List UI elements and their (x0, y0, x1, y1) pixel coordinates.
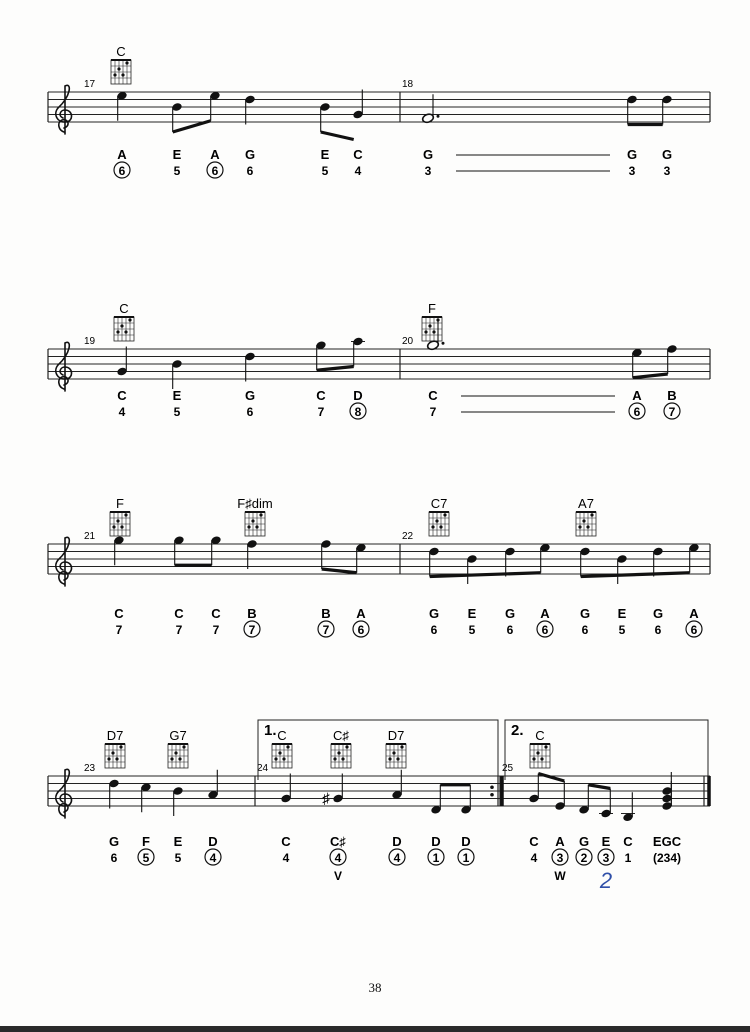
string-number: 6 (581, 623, 589, 637)
sharp-accidental-icon: ♯ (322, 790, 330, 808)
note-name: D (208, 834, 218, 849)
note-name: B (321, 606, 331, 621)
note-name: A (555, 834, 565, 849)
string-number: 3 (602, 851, 610, 865)
chord-diagram-label: C (277, 728, 287, 743)
treble-clef-icon (56, 342, 72, 391)
note-name: E (172, 388, 182, 403)
string-number: 6 (118, 164, 126, 178)
string-number: 6 (506, 623, 514, 637)
string-number: 7 (248, 623, 256, 637)
beam (317, 367, 354, 371)
chord-diagram-dot (586, 525, 589, 528)
chord-diagram (110, 512, 130, 536)
chord-diagram (422, 317, 442, 341)
beam (633, 374, 668, 378)
page-number: 38 (368, 980, 382, 995)
measure-number: 25 (502, 763, 514, 774)
chord-diagram-label: F (428, 301, 436, 316)
chord-diagram-dot (274, 757, 277, 760)
note-name: G (652, 606, 664, 621)
note-name: E (172, 147, 182, 162)
measure-number: 23 (84, 763, 96, 774)
chord-diagram-dot (345, 745, 348, 748)
note-name: B (247, 606, 257, 621)
string-number: 7 (115, 623, 123, 637)
chord-diagram-dot (116, 330, 119, 333)
chord-diagram-dot (278, 751, 281, 754)
note-name: C (114, 606, 124, 621)
note-name: A (117, 147, 127, 162)
string-number: 6 (690, 623, 698, 637)
chord-diagram (114, 317, 134, 341)
chord-diagram-dot (436, 318, 439, 321)
scan-edge (0, 1026, 750, 1032)
beam (588, 785, 610, 789)
note-name: D (392, 834, 402, 849)
measure-number: 19 (84, 336, 96, 347)
treble-clef-icon (56, 85, 72, 134)
chord-diagram-dot (443, 513, 446, 516)
chord-diagram-dot (121, 73, 124, 76)
string-number: 2 (580, 851, 588, 865)
note-name: B (667, 388, 677, 403)
note-name: D (353, 388, 363, 403)
treble-clef-icon (56, 769, 72, 818)
string-number: 6 (633, 405, 641, 419)
chord-diagram-label: F♯dim (237, 496, 273, 511)
repeat-dot (490, 785, 494, 789)
measure-number: 17 (84, 79, 96, 90)
chord-diagram-dot (259, 513, 262, 516)
chord-diagram-dot (578, 525, 581, 528)
chord-diagram-label: D7 (387, 728, 405, 743)
string-number: 3 (663, 164, 671, 178)
chord-diagram (429, 512, 449, 536)
string-number: 4 (209, 851, 217, 865)
string-number: 6 (541, 623, 549, 637)
string-number: 7 (212, 623, 220, 637)
string-number: 1 (462, 851, 470, 865)
beam (581, 573, 690, 577)
chord-diagram-dot (124, 330, 127, 333)
chord-diagram-dot (113, 73, 116, 76)
string-number: 6 (357, 623, 365, 637)
string-number: 5 (174, 851, 182, 865)
string-number: 7 (322, 623, 330, 637)
chord-diagram (530, 744, 550, 768)
note-name: G (578, 834, 590, 849)
string-number: 6 (211, 164, 219, 178)
chord-diagram-label: C (116, 44, 126, 59)
string-number: 7 (668, 405, 676, 419)
chord-diagram-dot (536, 751, 539, 754)
note-name: E (320, 147, 330, 162)
beam (430, 573, 541, 577)
chord-diagram-dot (286, 745, 289, 748)
note-name: A (632, 388, 642, 403)
repeat-dot (490, 793, 494, 797)
beam (321, 132, 354, 140)
chord-diagram-dot (251, 519, 254, 522)
chord-diagram-dot (174, 751, 177, 754)
string-number: 5 (173, 405, 181, 419)
string-number: 5 (142, 851, 150, 865)
chord-diagram (272, 744, 292, 768)
note-name: E (601, 834, 611, 849)
string-number: 6 (430, 623, 438, 637)
chord-diagram-dot (107, 757, 110, 760)
chord-diagram-dot (170, 757, 173, 760)
chord-diagram-dot (392, 751, 395, 754)
note-name: C (281, 834, 291, 849)
string-number: 4 (282, 851, 290, 865)
chord-diagram-dot (333, 757, 336, 760)
chord-diagram-dot (532, 757, 535, 760)
measure-number: 18 (402, 79, 414, 90)
chord-diagram-dot (116, 519, 119, 522)
note-name: D (431, 834, 441, 849)
string-number: 7 (317, 405, 325, 419)
handwritten-annotation: 2 (599, 868, 613, 893)
chord-diagram-dot (582, 519, 585, 522)
chord-diagram-dot (540, 757, 543, 760)
string-number: 8 (354, 405, 362, 419)
chord-diagram-dot (182, 745, 185, 748)
chord-diagram-dot (439, 525, 442, 528)
chord-diagram-dot (124, 513, 127, 516)
string-number: 5 (173, 164, 181, 178)
note-name: D (461, 834, 471, 849)
chord-diagram-dot (428, 324, 431, 327)
note-name: EGC (652, 834, 682, 849)
chord-diagram (111, 60, 131, 84)
note-name: G (244, 147, 256, 162)
note-name: E (617, 606, 627, 621)
note-name: C (117, 388, 127, 403)
chord-diagram-label: A7 (578, 496, 594, 511)
chord-diagram-dot (282, 757, 285, 760)
measure-number: 21 (84, 531, 96, 542)
string-number: 6 (110, 851, 118, 865)
chord-diagram (331, 744, 351, 768)
chord-diagram-label: F (116, 496, 124, 511)
note-name: A (540, 606, 550, 621)
note-name: C (353, 147, 363, 162)
beam (322, 569, 357, 573)
chord-diagram-dot (117, 67, 120, 70)
chord-diagram-dot (341, 757, 344, 760)
note-name: G (422, 147, 434, 162)
chord-diagram (245, 512, 265, 536)
chord-diagram-label: G7 (169, 728, 187, 743)
note-name: G (428, 606, 440, 621)
note-name: C (316, 388, 326, 403)
chord-diagram (386, 744, 406, 768)
note-name: G (244, 388, 256, 403)
chord-diagram-dot (115, 757, 118, 760)
note-name: G (108, 834, 120, 849)
note-name: F (142, 834, 150, 849)
string-number: 3 (556, 851, 564, 865)
string-number: (234) (652, 851, 682, 865)
note-name: G (661, 147, 673, 162)
string-number: 6 (654, 623, 662, 637)
string-number: 3 (628, 164, 636, 178)
string-number: 5 (618, 623, 626, 637)
chord-diagram (105, 744, 125, 768)
string-number: 7 (175, 623, 183, 637)
string-number: 4 (354, 164, 362, 178)
note-name: C♯ (330, 834, 346, 849)
string-number: 5 (468, 623, 476, 637)
fingering-mark: W (554, 869, 566, 883)
chord-diagram-dot (255, 525, 258, 528)
augmentation-dot (442, 342, 445, 345)
augmentation-dot (437, 115, 440, 118)
volta-bracket (258, 720, 498, 780)
chord-diagram-label: D7 (106, 728, 124, 743)
chord-diagram-dot (590, 513, 593, 516)
chord-diagram-dot (424, 330, 427, 333)
string-number: 7 (429, 405, 437, 419)
chord-diagram-label: C (535, 728, 545, 743)
measure-number: 24 (257, 763, 269, 774)
chord-diagram-dot (128, 318, 131, 321)
chord-diagram-dot (432, 330, 435, 333)
string-number: 1 (624, 851, 632, 865)
chord-diagram-label: C7 (430, 496, 448, 511)
chord-diagram-dot (400, 745, 403, 748)
string-number: 1 (432, 851, 440, 865)
chord-diagram-dot (396, 757, 399, 760)
chord-diagram-dot (112, 525, 115, 528)
note-name: C (529, 834, 539, 849)
chord-diagram-dot (247, 525, 250, 528)
string-number: 4 (393, 851, 401, 865)
volta-number: 1. (264, 722, 277, 739)
string-number: 4 (530, 851, 538, 865)
chord-diagram-dot (119, 745, 122, 748)
chord-diagram-dot (337, 751, 340, 754)
note-name: E (467, 606, 477, 621)
volta-number: 2. (511, 722, 524, 739)
chord-diagram-dot (431, 525, 434, 528)
chord-diagram-label: C (119, 301, 129, 316)
note-name: E (173, 834, 183, 849)
measure-number: 20 (402, 336, 414, 347)
string-number: 4 (334, 851, 342, 865)
chord-diagram-dot (544, 745, 547, 748)
chord-diagram (576, 512, 596, 536)
note-name: C (174, 606, 184, 621)
note-name: G (504, 606, 516, 621)
note-name: G (579, 606, 591, 621)
note-name: C (623, 834, 633, 849)
chord-diagram-dot (120, 525, 123, 528)
chord-diagram-dot (120, 324, 123, 327)
chord-diagram-label: C♯ (333, 728, 349, 743)
note-name: C (211, 606, 221, 621)
beam (538, 774, 564, 782)
fingering-mark: V (333, 869, 343, 883)
note-name: A (210, 147, 220, 162)
note-name: C (428, 388, 438, 403)
treble-clef-icon (56, 537, 72, 586)
measure-number: 22 (402, 531, 414, 542)
chord-diagram-dot (125, 61, 128, 64)
chord-diagram-dot (111, 751, 114, 754)
chord-diagram-dot (388, 757, 391, 760)
string-number: 4 (118, 405, 126, 419)
note-name: A (689, 606, 699, 621)
string-number: 6 (246, 164, 254, 178)
chord-diagram-dot (435, 519, 438, 522)
note-name: A (356, 606, 366, 621)
string-number: 5 (321, 164, 329, 178)
string-number: 3 (424, 164, 432, 178)
chord-diagram (168, 744, 188, 768)
chord-diagram-dot (178, 757, 181, 760)
string-number: 6 (246, 405, 254, 419)
note-name: G (626, 147, 638, 162)
